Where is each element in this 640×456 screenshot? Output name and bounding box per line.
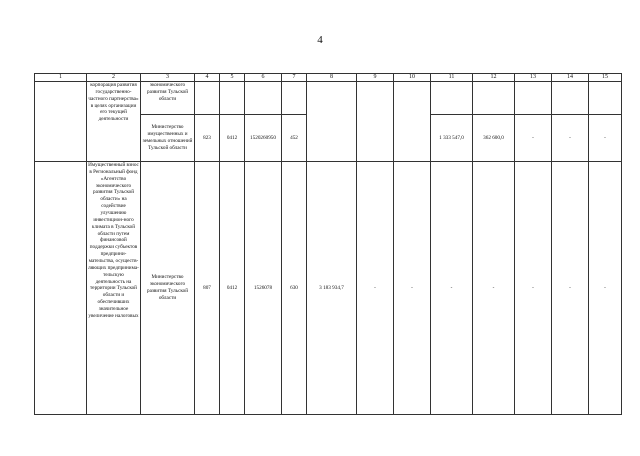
empty-cell xyxy=(515,82,552,115)
administrator-cell: экономического развития Тульской области xyxy=(141,82,195,115)
header-cell: 7 xyxy=(282,74,307,82)
code-cell: 1526078 xyxy=(245,162,282,415)
header-cell: 9 xyxy=(357,74,394,82)
empty-cell xyxy=(307,82,357,162)
header-cell: 6 xyxy=(245,74,282,82)
empty-cell xyxy=(282,82,307,115)
empty-cell xyxy=(552,82,589,115)
table-row xyxy=(35,82,622,115)
amount-cell: - xyxy=(394,162,431,415)
amount-cell: - xyxy=(515,115,552,162)
code-cell: 807 xyxy=(195,162,220,415)
administrator-cell: Министерство имущественных и земельных отношений Тульской области xyxy=(141,115,195,162)
amount-cell: - xyxy=(552,115,589,162)
amount-cell: - xyxy=(589,162,622,415)
code-cell: 630 xyxy=(282,162,307,415)
code-cell: 823 xyxy=(195,115,220,162)
empty-cell xyxy=(431,82,473,115)
header-cell: 1 xyxy=(35,74,87,82)
amount-cell: - xyxy=(431,162,473,415)
header-cell: 3 xyxy=(141,74,195,82)
empty-cell xyxy=(220,82,245,115)
budget-table xyxy=(34,73,622,415)
header-cell: 13 xyxy=(515,74,552,82)
header-cell: 5 xyxy=(220,74,245,82)
code-cell: 0412 xyxy=(220,115,245,162)
empty-cell xyxy=(195,82,220,115)
empty-cell xyxy=(357,82,394,162)
amount-cell: - xyxy=(515,162,552,415)
header-cell: 2 xyxy=(87,74,141,82)
empty-cell xyxy=(473,82,515,115)
header-cell: 11 xyxy=(431,74,473,82)
code-cell: 452 xyxy=(282,115,307,162)
empty-cell xyxy=(35,82,87,162)
empty-cell xyxy=(245,82,282,115)
empty-cell xyxy=(394,82,431,162)
header-cell: 12 xyxy=(473,74,515,82)
header-cell: 10 xyxy=(394,74,431,82)
code-cell: 0412 xyxy=(220,162,245,415)
header-cell: 15 xyxy=(589,74,622,82)
header-row xyxy=(35,74,622,82)
program-name-cell: Имущественный взнос в Региональный фонд «Агентство экономического развития Тульской области» на содействие улучшению инвестицион-ного климата в Тульской области путем финансовой поддержки субъектов предприни-мательства, осуществ-ляющих предпринима-тельскую деятельность на территории Тульской области и обеспечивших значительное увеличение налоговых xyxy=(87,162,141,415)
header-cell: 4 xyxy=(195,74,220,82)
amount-cell: - xyxy=(589,115,622,162)
amount-cell: 362 600,0 xyxy=(473,115,515,162)
amount-cell: - xyxy=(473,162,515,415)
amount-cell: 3 183 934,7 xyxy=(307,162,357,415)
empty-cell xyxy=(589,82,622,115)
code-cell: 1520260950 xyxy=(245,115,282,162)
table-row xyxy=(35,162,622,415)
program-name-cell: корпорация развития государственно-частного партнерства» в целях организации его текущей деятельности xyxy=(87,82,141,162)
header-cell: 8 xyxy=(307,74,357,82)
empty-cell xyxy=(35,162,87,415)
amount-cell: 1 333 547,0 xyxy=(431,115,473,162)
administrator-cell: Министерство экономического развития Тульской области xyxy=(141,162,195,415)
page-number: 4 xyxy=(317,34,323,46)
amount-cell: - xyxy=(552,162,589,415)
amount-cell: - xyxy=(357,162,394,415)
header-cell: 14 xyxy=(552,74,589,82)
